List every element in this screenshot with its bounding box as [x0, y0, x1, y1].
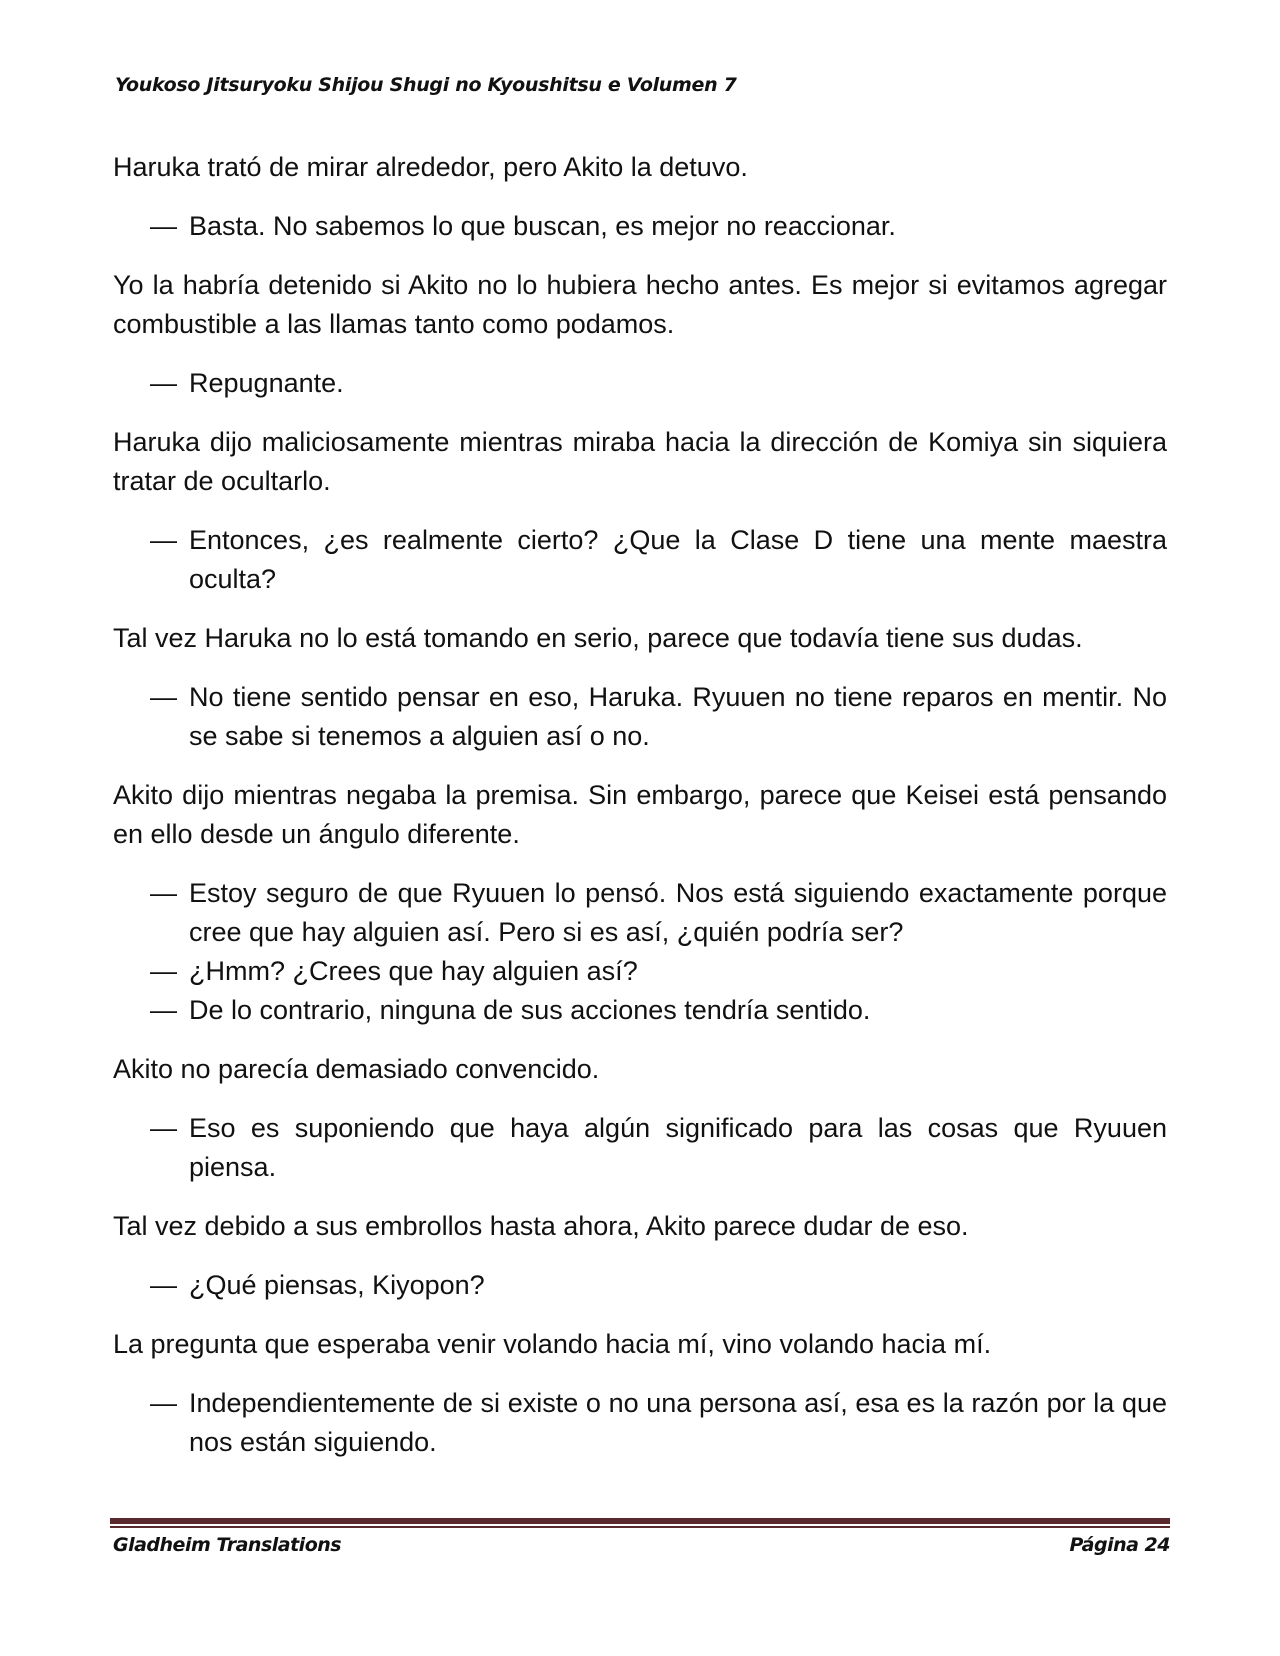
- dialog-line: [113, 521, 1167, 599]
- footer-divider-thin: [110, 1526, 1170, 1528]
- dialog-text: Repugnante.: [189, 368, 344, 398]
- footer-divider-thick: [110, 1518, 1170, 1524]
- dialog-text: Estoy seguro de que Ryuuen lo pensó. Nos está siguiendo exactamente porque cree que hay alguien así. Pero si es así, ¿quién podría ser?: [189, 878, 1167, 947]
- footer-divider: [110, 1518, 1170, 1528]
- paragraph: Haruka dijo maliciosamente mientras miraba hacia la dirección de Komiya sin siquiera tratar de ocultarlo.: [113, 427, 1167, 496]
- dialog-line: [113, 364, 1167, 403]
- dialog-line: [113, 1109, 1167, 1187]
- dialog-line: [113, 874, 1167, 952]
- paragraph: Akito no parecía demasiado convencido.: [113, 1054, 600, 1084]
- em-dash: —: [150, 956, 177, 986]
- dialog-text: Independientemente de si existe o no una persona así, esa es la razón por la que nos están siguiendo.: [189, 1388, 1167, 1457]
- em-dash: —: [150, 682, 177, 712]
- dialog-line: [113, 207, 1167, 246]
- dialog-line: [113, 1266, 1167, 1305]
- running-header-title: Youkoso Jitsuryoku Shijou Shugi no Kyoushitsu e Volumen 7: [115, 74, 737, 96]
- dialog-text: Eso es suponiendo que haya algún significado para las cosas que Ryuuen piensa.: [189, 1113, 1167, 1182]
- paragraph: La pregunta que esperaba venir volando hacia mí, vino volando hacia mí.: [113, 1329, 992, 1359]
- em-dash: —: [150, 1270, 177, 1300]
- em-dash: —: [150, 1388, 177, 1418]
- em-dash: —: [150, 995, 177, 1025]
- em-dash: —: [150, 878, 177, 908]
- dialog-line: [113, 952, 1167, 991]
- paragraph: Yo la habría detenido si Akito no lo hubiera hecho antes. Es mejor si evitamos agregar combustible a las llamas tanto como podamos.: [113, 270, 1167, 339]
- em-dash: —: [150, 525, 177, 555]
- page-body: [113, 148, 1167, 1482]
- dialog-line: [113, 678, 1167, 756]
- footer-publisher: Gladheim Translations: [113, 1534, 342, 1556]
- dialog-line: [113, 991, 1167, 1030]
- paragraph: Tal vez debido a sus embrollos hasta ahora, Akito parece dudar de eso.: [113, 1211, 969, 1241]
- em-dash: —: [150, 211, 177, 241]
- dialog-text: No tiene sentido pensar en eso, Haruka. Ryuuen no tiene reparos en mentir. No se sabe si tenemos a alguien así o no.: [189, 682, 1167, 751]
- dialog-text: Entonces, ¿es realmente cierto? ¿Que la Clase D tiene una mente maestra oculta?: [189, 525, 1167, 594]
- em-dash: —: [150, 1113, 177, 1143]
- paragraph: Tal vez Haruka no lo está tomando en serio, parece que todavía tiene sus dudas.: [113, 623, 1083, 653]
- dialog-text: Basta. No sabemos lo que buscan, es mejor no reaccionar.: [189, 211, 896, 241]
- dialog-text: De lo contrario, ninguna de sus acciones tendría sentido.: [189, 995, 871, 1025]
- dialog-text: ¿Qué piensas, Kiyopon?: [189, 1270, 485, 1300]
- paragraph: Akito dijo mientras negaba la premisa. Sin embargo, parece que Keisei está pensando en ello desde un ángulo diferente.: [113, 780, 1167, 849]
- footer-page-number: Página 24: [1069, 1534, 1170, 1556]
- paragraph: Haruka trató de mirar alrededor, pero Akito la detuvo.: [113, 152, 748, 182]
- dialog-line: [113, 1384, 1167, 1462]
- em-dash: —: [150, 368, 177, 398]
- dialog-text: ¿Hmm? ¿Crees que hay alguien así?: [189, 956, 638, 986]
